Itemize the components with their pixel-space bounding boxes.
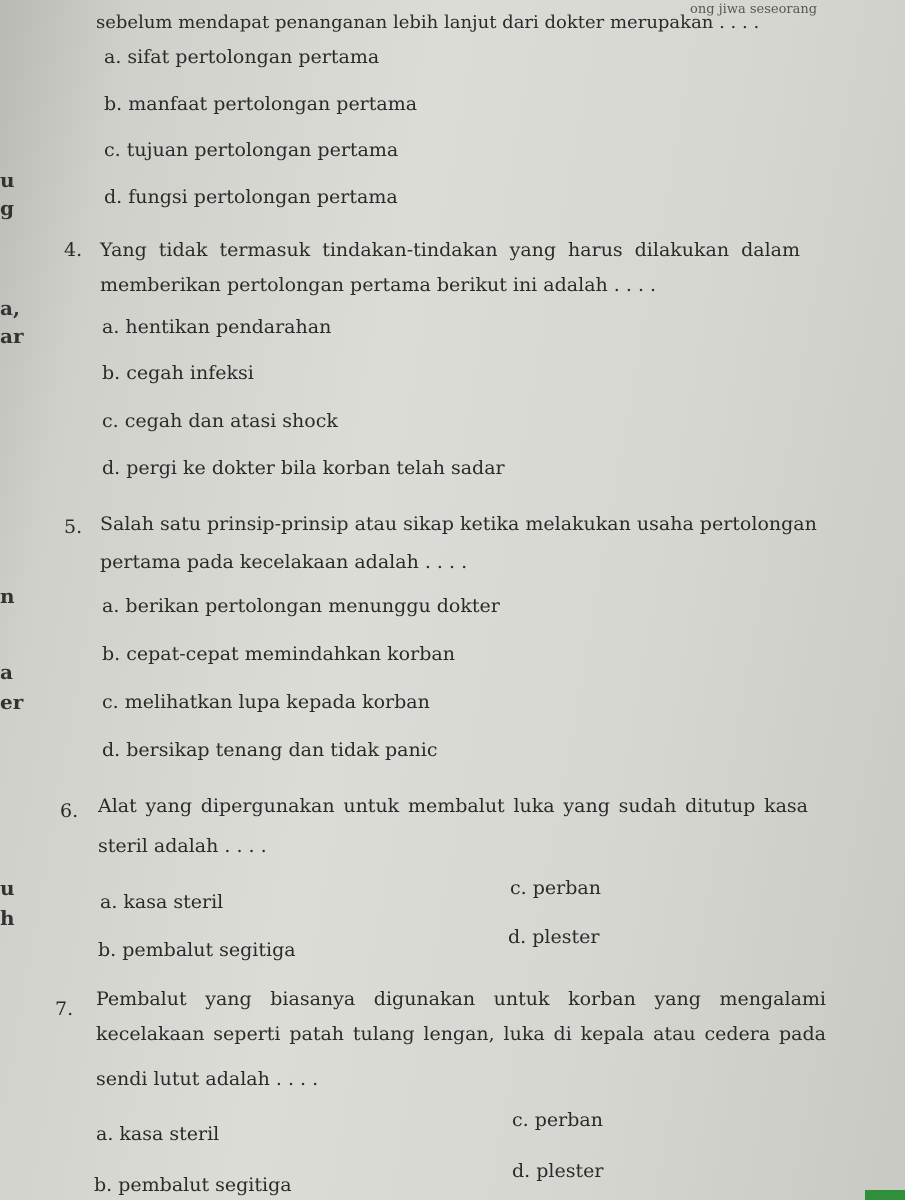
q6-number: 6.	[60, 800, 79, 822]
q6-option-b: b. pembalut segitiga	[98, 939, 296, 961]
margin-fragment: er	[0, 690, 24, 714]
green-corner	[865, 1190, 905, 1200]
q6-option-c: c. perban	[510, 877, 601, 899]
q4-option-b: b. cegah infeksi	[102, 362, 254, 384]
q5-number: 5.	[64, 516, 83, 538]
margin-fragment: a,	[0, 296, 20, 320]
q6-option-a: a. kasa steril	[100, 891, 224, 913]
q5-option-d: d. bersikap tenang dan tidak panic	[102, 739, 438, 761]
q5-option-c: c. melihatkan lupa kepada korban	[102, 691, 430, 713]
intro-line: sebelum mendapat penanganan lebih lanjut dari dokter merupakan . . . .	[96, 12, 760, 33]
margin-fragment: u	[0, 876, 15, 900]
q4-number: 4.	[64, 239, 83, 261]
margin-fragment: n	[0, 584, 15, 608]
q3-option-c: c. tujuan pertolongan pertama	[104, 139, 399, 161]
top-partial-text: ong jiwa seseorang	[690, 2, 818, 17]
q4-line1: Yang tidak termasuk tindakan-tindakan yang harus dilakukan dalam	[100, 239, 800, 261]
q4-line2: memberikan pertolongan pertama berikut ini adalah . . . .	[100, 274, 657, 296]
q5-line1: Salah satu prinsip-prinsip atau sikap ketika melakukan usaha pertolongan	[100, 513, 817, 535]
q7-option-b: b. pembalut segitiga	[94, 1174, 292, 1196]
margin-fragment: h	[0, 906, 15, 930]
q6-line1: Alat yang dipergunakan untuk membalut luka yang sudah ditutup kasa	[98, 795, 808, 817]
q4-option-a: a. hentikan pendarahan	[102, 316, 332, 338]
q7-option-a: a. kasa steril	[96, 1123, 220, 1145]
margin-fragment: ar	[0, 324, 24, 348]
margin-fragment: u	[0, 168, 15, 192]
q5-option-b: b. cepat-cepat memindahkan korban	[102, 643, 455, 665]
margin-fragment: a	[0, 660, 13, 684]
q3-option-b: b. manfaat pertolongan pertama	[104, 93, 418, 115]
q4-option-d: d. pergi ke dokter bila korban telah sadar	[102, 457, 505, 479]
q7-number: 7.	[55, 998, 74, 1020]
q6-line2: steril adalah . . . .	[98, 835, 267, 857]
q3-option-a: a. sifat pertolongan pertama	[104, 46, 380, 68]
margin-fragment: g	[0, 196, 14, 220]
q5-option-a: a. berikan pertolongan menunggu dokter	[102, 595, 500, 617]
q7-line2: kecelakaan seperti patah tulang lengan, luka di kepala atau cedera pada	[96, 1023, 826, 1045]
q7-option-c: c. perban	[512, 1109, 603, 1131]
q7-line3: sendi lutut adalah . . . .	[96, 1068, 319, 1090]
q7-line1: Pembalut yang biasanya digunakan untuk korban yang mengalami	[96, 988, 826, 1010]
q4-option-c: c. cegah dan atasi shock	[102, 410, 338, 432]
q5-line2: pertama pada kecelakaan adalah . . . .	[100, 551, 468, 573]
q7-option-d: d. plester	[512, 1160, 604, 1182]
q3-option-d: d. fungsi pertolongan pertama	[104, 186, 398, 208]
q6-option-d: d. plester	[508, 926, 600, 948]
